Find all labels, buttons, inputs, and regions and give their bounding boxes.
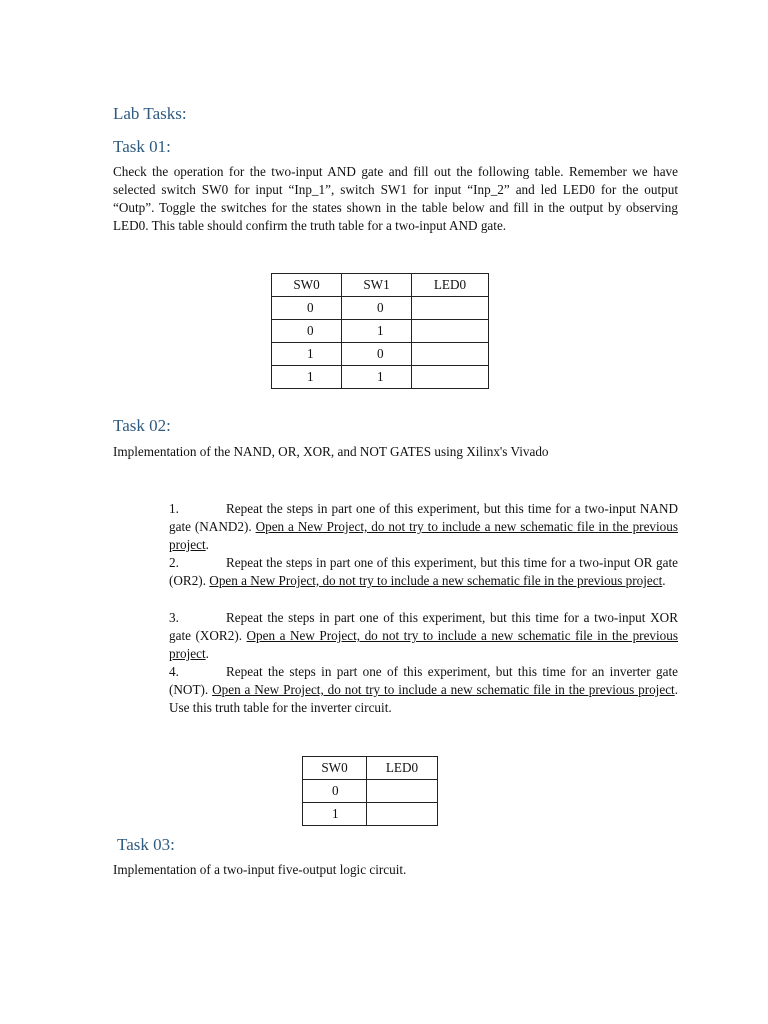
table-row xyxy=(272,343,489,366)
list-item-underlined: Open a New Project, do not try to include a new schematic file in the previous project xyxy=(169,628,678,661)
table-cell: 1 xyxy=(272,343,342,366)
table-cell: 1 xyxy=(342,366,412,389)
list-item-tail: . xyxy=(205,646,209,661)
list-item xyxy=(169,554,678,590)
task03-heading: Task 03: xyxy=(117,835,175,854)
table-row xyxy=(272,366,489,389)
list-item-underlined: Open a New Project, do not try to include a new schematic file in the previous project xyxy=(212,682,675,697)
list-item-text: Repeat the steps in part one of this experiment, but this time for an inverter gate (NOT). xyxy=(169,664,678,697)
table-cell: 0 xyxy=(342,297,412,320)
list-item xyxy=(169,663,678,717)
table-row xyxy=(303,780,438,803)
table-cell[interactable] xyxy=(412,366,489,389)
table-row xyxy=(303,803,438,826)
not-truth-table xyxy=(302,756,438,826)
list-item-text: Repeat the steps in part one of this experiment, but this time for a two-input NAND gate (NAND2). xyxy=(169,501,678,534)
list-item-text: Repeat the steps in part one of this experiment, but this time for a two-input OR gate (OR2). xyxy=(169,555,678,588)
table-cell: 0 xyxy=(272,320,342,343)
table-cell: 1 xyxy=(272,366,342,389)
task01-heading: Task 01: xyxy=(113,137,171,156)
table-cell: 1 xyxy=(303,803,367,826)
task02-heading: Task 02: xyxy=(113,416,171,435)
list-item-underlined: Open a New Project, do not try to include a new schematic file in the previous project xyxy=(209,573,663,588)
table-cell[interactable] xyxy=(412,343,489,366)
table-cell: 0 xyxy=(303,780,367,803)
table-cell[interactable] xyxy=(412,320,489,343)
list-item-tail: . Use this truth table for the inverter circuit. xyxy=(169,682,679,715)
table-header-cell: LED0 xyxy=(367,757,438,780)
table-row xyxy=(272,320,489,343)
table-header-row xyxy=(272,274,489,297)
table-header-cell: LED0 xyxy=(412,274,489,297)
table-cell: 0 xyxy=(342,343,412,366)
task01-paragraph: Check the operation for the two-input AND gate and fill out the following table. Remember we have selected switch SW0 for input “Inp_1”, switch SW1 for input “Inp_2” and led LED0 for the output “Outp”. Toggle the switches for the states shown in the table below and fill in the output by observing LED0. This table should confirm the truth table for a two-input AND gate. xyxy=(113,164,678,233)
lab-tasks-heading: Lab Tasks: xyxy=(113,104,187,123)
task03-intro: Implementation of a two-input five-output logic circuit. xyxy=(113,862,407,877)
table-header-cell: SW0 xyxy=(303,757,367,780)
list-item-number: 2. xyxy=(169,555,179,570)
task02-intro: Implementation of the NAND, OR, XOR, and NOT GATES using Xilinx's Vivado xyxy=(113,444,549,459)
table-header-cell: SW1 xyxy=(342,274,412,297)
table-row xyxy=(272,297,489,320)
list-item-tail: . xyxy=(662,573,666,588)
table-cell[interactable] xyxy=(412,297,489,320)
list-item-tail: . xyxy=(205,537,209,552)
list-item xyxy=(169,500,678,554)
list-item-number: 4. xyxy=(169,664,179,679)
list-item-text: Repeat the steps in part one of this experiment, but this time for a two-input XOR gate (XOR2). xyxy=(169,610,678,643)
list-item-number: 1. xyxy=(169,501,179,516)
table-header-cell: SW0 xyxy=(272,274,342,297)
table-cell: 0 xyxy=(272,297,342,320)
table-cell: 1 xyxy=(342,320,412,343)
list-item-underlined: Open a New Project, do not try to include a new schematic file in the previous project xyxy=(169,519,678,552)
table-cell[interactable] xyxy=(367,780,438,803)
table-header-row xyxy=(303,757,438,780)
table-cell[interactable] xyxy=(367,803,438,826)
and-truth-table xyxy=(271,273,489,389)
list-item-number: 3. xyxy=(169,610,179,625)
list-item xyxy=(169,609,678,663)
